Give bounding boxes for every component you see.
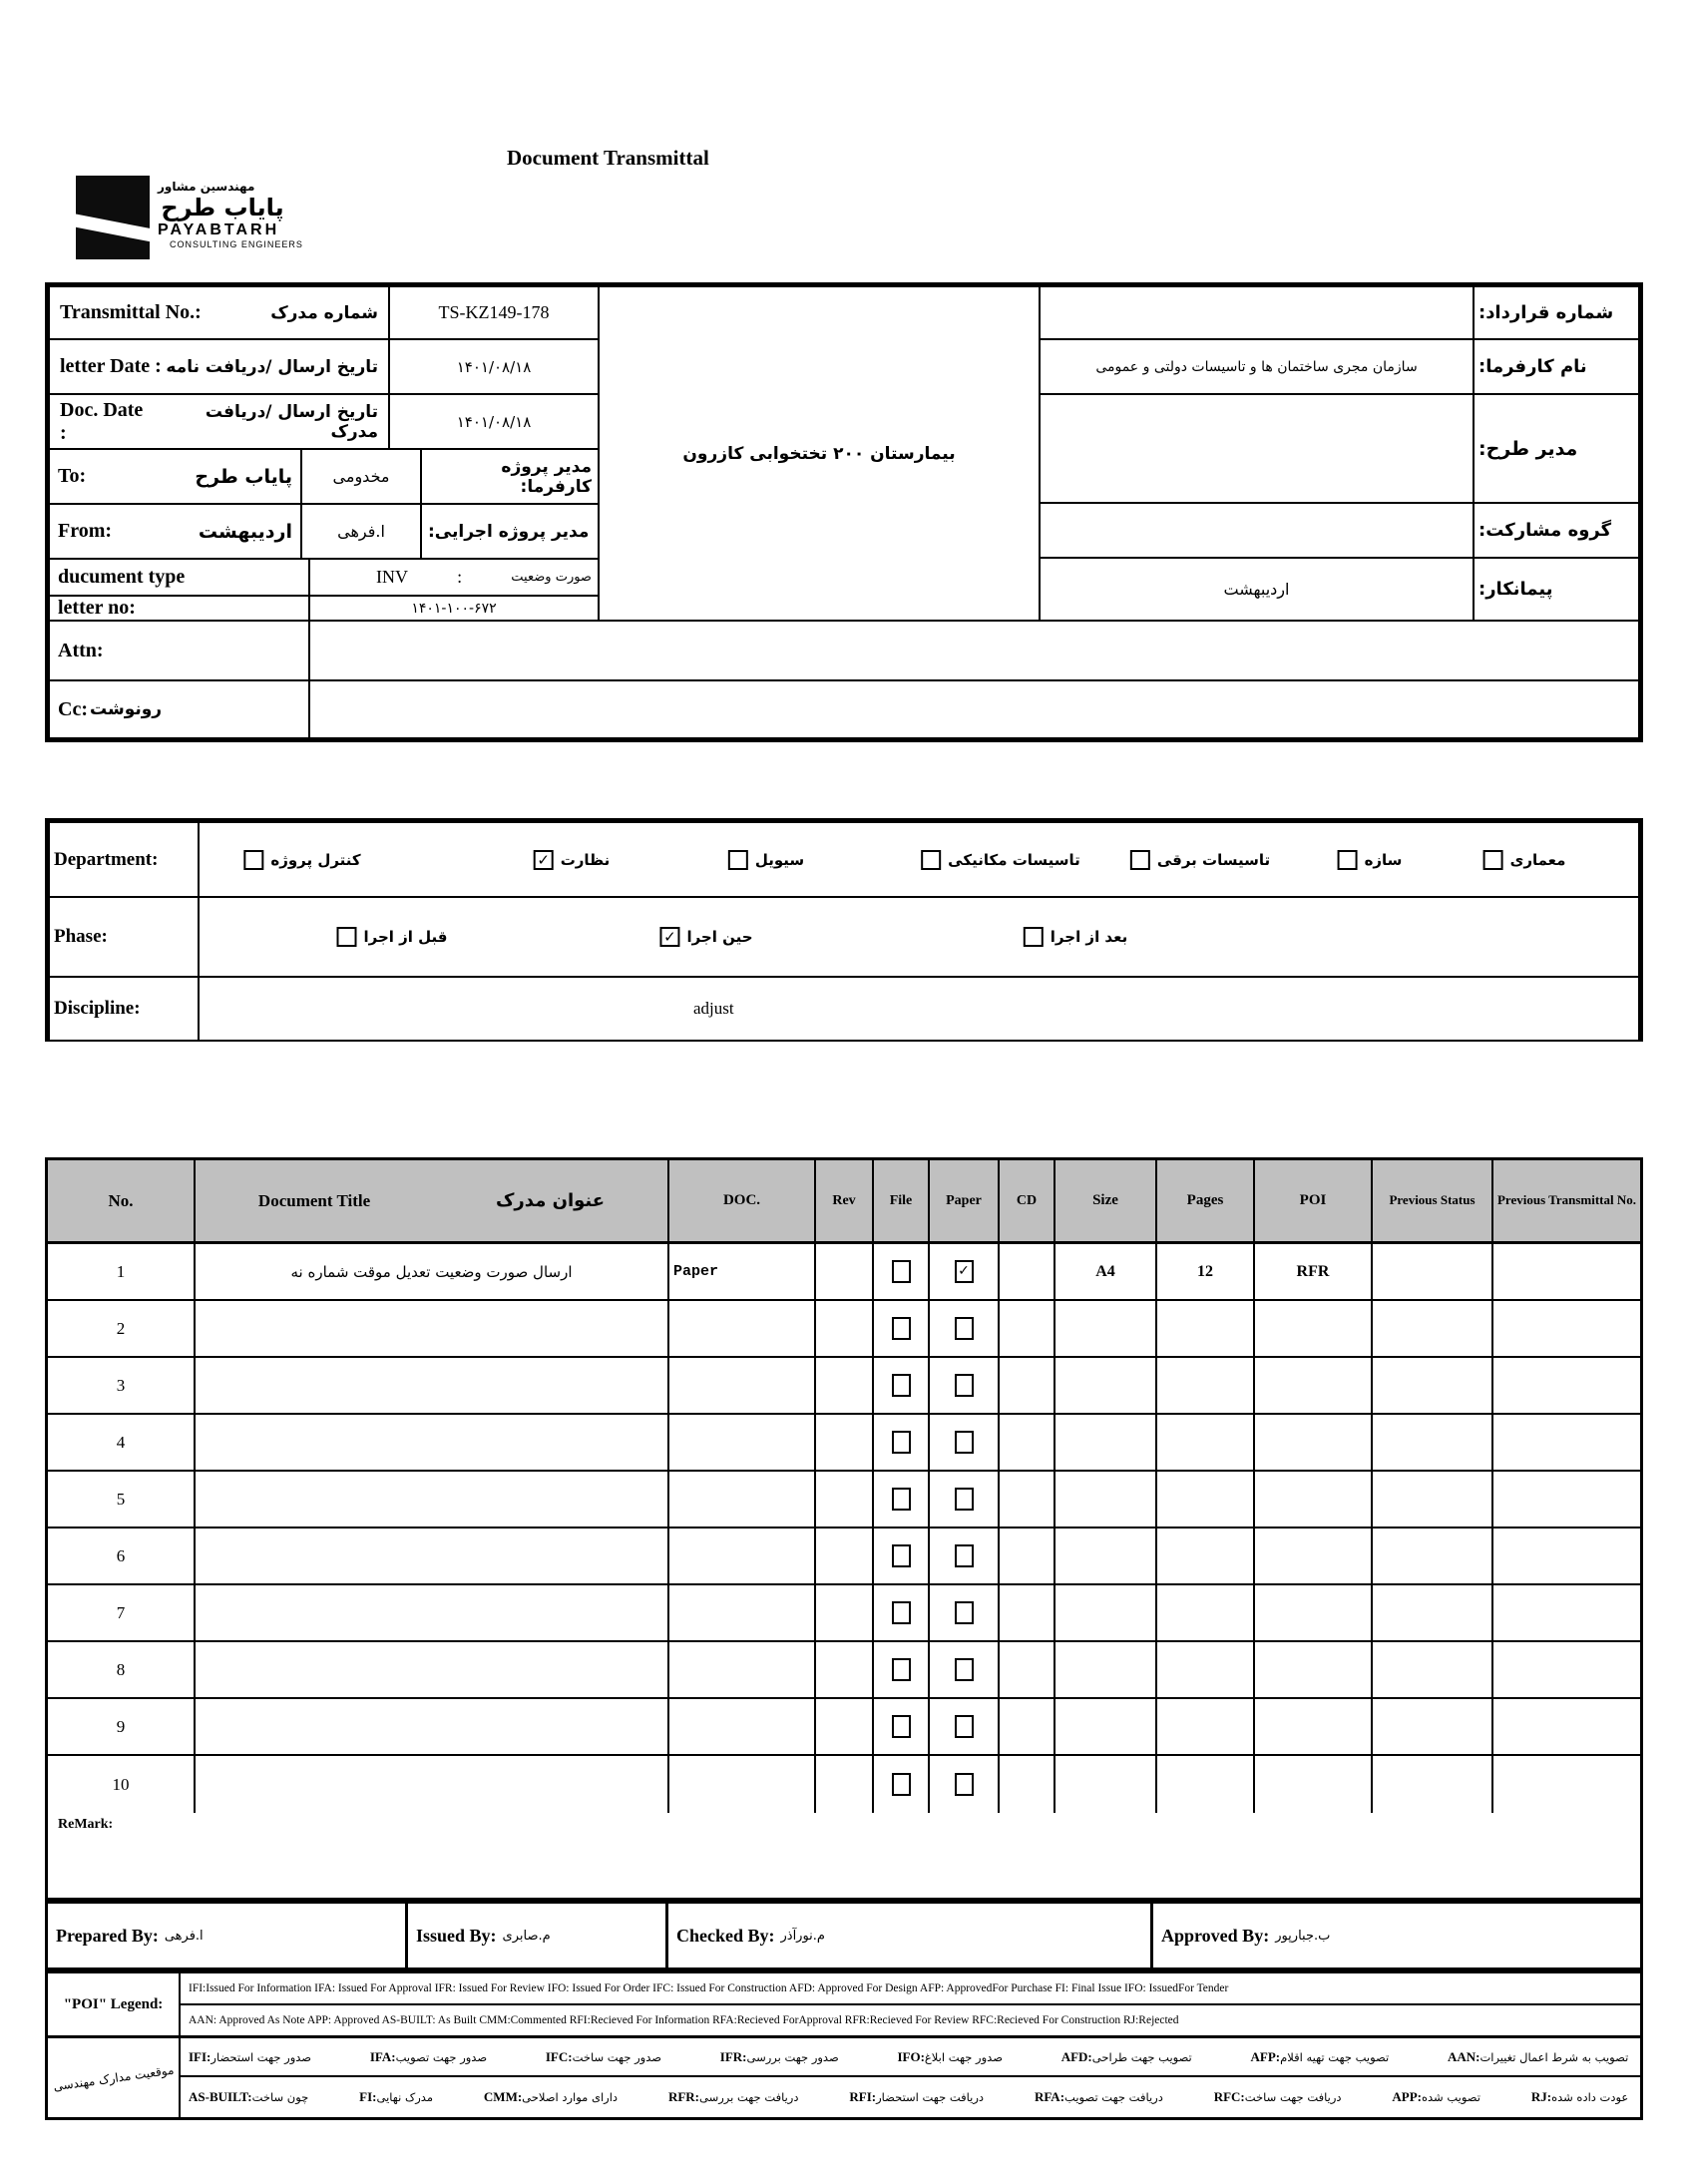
to-field: To: پایاب طرح [48,448,302,505]
phase-item-1 [337,927,448,947]
cell-doc [669,1529,816,1583]
cell-paper [930,1472,1000,1527]
cell-size [1055,1585,1157,1640]
paper-checkbox[interactable] [955,1658,974,1681]
cell-file [874,1699,930,1754]
paper-checkbox[interactable] [955,1715,974,1738]
cell-no: 1 [48,1244,196,1299]
cell-cd [1000,1358,1055,1413]
signatures-row [45,1901,1643,1970]
cell-title [196,1585,669,1640]
legend-en-line2: AAN: Approved As Note APP: Approved AS-BUILT: As Built CMM:Commented RFI:Recieved For Information RFA:Recieved ForApproval RFR:Recieved For Review RFC:Recieved For Construction RJ:Rejected [181,2005,1640,2038]
cell-file [874,1358,930,1413]
phase-item-3 [1024,927,1127,947]
cell-prev-status [1373,1244,1493,1299]
file-checkbox[interactable] [892,1658,911,1681]
phase-checkbox-1[interactable] [337,927,357,947]
legend-item-app: APP: تصویب شده [1392,2089,1484,2104]
to-role-label: مدیر پروژه کارفرما: [420,448,600,505]
department-label: Department: [48,821,200,898]
cell-file [874,1301,930,1356]
discipline-value: adjust [693,999,734,1018]
cell-rev [816,1585,874,1640]
legend-item-ifo: IFO: صدور جهت ابلاغ [897,2048,1007,2064]
cell-prev-status [1373,1585,1493,1640]
department-item-2 [534,850,611,870]
file-checkbox[interactable] [892,1773,911,1796]
cell-rev [816,1415,874,1470]
file-checkbox[interactable] [892,1260,911,1283]
cell-rev [816,1244,874,1299]
department-option-label: کنترل پروژه [270,850,361,869]
cell-pages [1157,1756,1255,1813]
document-type-value: INV : صورت وضعیت [308,558,600,597]
phase-item-2 [659,927,752,947]
cell-file [874,1415,930,1470]
cell-prev-status [1373,1415,1493,1470]
table-row [48,1756,1640,1813]
cell-doc [669,1358,816,1413]
table-row [48,1415,1640,1472]
cell-prev-status [1373,1756,1493,1813]
department-item-3 [728,850,804,870]
department-checkbox-7[interactable] [1483,850,1503,870]
cell-title [196,1358,669,1413]
document-title-text: ارسال صورت وضعیت تعدیل موقت شماره نه [290,1262,573,1281]
paper-checkbox[interactable] [955,1601,974,1624]
doc-date-label: Doc. Date : تاریخ ارسال /دریافت مدرک [48,393,390,450]
cc-label: Cc: رونوشت [48,679,310,739]
cell-rev [816,1699,874,1754]
cell-no: 2 [48,1301,196,1356]
cell-no: 5 [48,1472,196,1527]
cell-paper [930,1415,1000,1470]
cell-no: 10 [48,1756,196,1813]
legend-item-ifi: IFI: صدور جهت استحضار [189,2048,315,2064]
cell-cd [1000,1415,1055,1470]
cell-size [1055,1642,1157,1697]
legend-en-line1: IFI:Issued For Information IFA: Issued For Approval IFR: Issued For Review IFO: Issued For Order IFC: Issued For Construction AFD: Approved For Design AFP: ApprovedFor Purchase FI: Final Issue IFO: IssuedFor Tender [181,1973,1640,2005]
cell-cd [1000,1699,1055,1754]
file-checkbox[interactable] [892,1317,911,1340]
doc-date-value: ۱۴۰۱/۰۸/۱۸ [388,393,600,450]
cell-doc [669,1699,816,1754]
table-row [48,1642,1640,1699]
cell-prev-transmittal [1493,1472,1640,1527]
cell-paper [930,1358,1000,1413]
header-rev: Rev [816,1160,874,1241]
legend-item-afp: AFP: تصویب جهت تهیه اقلام [1250,2048,1393,2064]
transmittal-info-table [45,282,1643,742]
from-role-label: مدیر پروژه اجرایی: [420,503,600,560]
cell-cd [1000,1244,1055,1299]
cell-title [196,1642,669,1697]
file-checkbox[interactable] [892,1715,911,1738]
department-checkbox-6[interactable] [1338,850,1358,870]
logo-en-name: PAYABTARH [158,221,280,238]
cell-prev-status [1373,1699,1493,1754]
cell-file [874,1529,930,1583]
cell-file [874,1756,930,1813]
cell-prev-transmittal [1493,1585,1640,1640]
table-row [48,1301,1640,1358]
cell-file [874,1585,930,1640]
cell-file [874,1642,930,1697]
legend-label-column [48,1973,181,2117]
cell-prev-transmittal [1493,1529,1640,1583]
department-checkbox-2[interactable]: ✓ [534,850,554,870]
cell-size: A4 [1055,1244,1157,1299]
header-file: File [874,1160,930,1241]
cell-title [196,1301,669,1356]
cell-poi [1255,1642,1373,1697]
cell-size [1055,1415,1157,1470]
documents-table-body [48,1244,1640,1813]
file-checkbox[interactable] [892,1431,911,1454]
cell-rev [816,1756,874,1813]
discipline-value-cell [198,976,1640,1042]
cell-rev [816,1358,874,1413]
letter-no-value: ۱۴۰۱-۱۰۰-۶۷۲ [308,595,600,622]
legend-item-ifa: IFA: صدور جهت تصویب [369,2048,491,2064]
phase-checkbox-2[interactable]: ✓ [659,927,679,947]
attn-value [308,620,1640,681]
cell-size [1055,1301,1157,1356]
phase-options-row [198,896,1640,978]
cell-prev-transmittal [1493,1244,1640,1299]
legend-fa-line2 [181,2077,1640,2117]
header-pages: Pages [1157,1160,1255,1241]
phase-option-label: بعد از اجرا [1050,928,1128,946]
letter-date-value: ۱۴۰۱/۰۸/۱۸ [388,338,600,395]
cell-doc [669,1585,816,1640]
phase-label: Phase: [48,896,200,978]
cell-prev-status [1373,1642,1493,1697]
design-manager-value [1039,393,1475,504]
cell-cd [1000,1642,1055,1697]
table-row [48,1699,1640,1756]
cell-paper [930,1529,1000,1583]
cell-doc [669,1415,816,1470]
cell-size [1055,1699,1157,1754]
legend-item-afd: AFD: تصویب جهت طراحی [1060,2048,1196,2064]
client-label: نام کارفرما: [1473,338,1640,395]
department-options-row [198,821,1640,898]
phase-checkbox-3[interactable] [1024,927,1044,947]
department-option-label: سازه [1364,850,1403,869]
cell-doc [669,1301,816,1356]
prepared-by: Prepared By: ا.فرهی [48,1904,408,1967]
department-item-7 [1483,850,1566,870]
cell-rev [816,1529,874,1583]
file-checkbox[interactable] [892,1374,911,1397]
file-checkbox[interactable] [892,1544,911,1567]
department-option-label: سیویل [754,850,805,869]
cell-rev [816,1472,874,1527]
cell-poi [1255,1529,1373,1583]
cell-file [874,1472,930,1527]
approved-by: Approved By: ب.جبارپور [1161,1925,1331,1946]
paper-checkbox[interactable] [955,1544,974,1567]
client-value: سازمان مجری ساختمان ها و تاسیسات دولتی و عمومی [1039,338,1475,395]
cell-poi [1255,1472,1373,1527]
poi-legend [45,1970,1643,2120]
logo-fa-tagline: مهندسین مشاور [158,180,255,194]
header-prev-status: Previous Status [1373,1160,1493,1241]
logo-swoosh-shape [76,213,150,248]
doc-type-text: Paper [673,1263,719,1280]
cell-cd [1000,1301,1055,1356]
department-item-4 [921,850,1080,870]
page-title: Document Transmittal [507,146,709,170]
logo-text-block [158,180,327,249]
to-value: پایاب طرح [195,465,292,488]
cell-cd [1000,1585,1055,1640]
file-checkbox[interactable] [892,1601,911,1624]
to-person: مخدومی [300,448,422,505]
issued-by: Issued By: م.صابری [408,1904,668,1967]
cell-size [1055,1358,1157,1413]
legend-content-column [181,1973,1640,2117]
phase-option-label: حین اجرا [686,928,753,946]
partnership-label: گروه مشارکت: [1473,502,1640,559]
legend-item-aan: AAN: تصویب به شرط اعمال تغییرات [1447,2048,1632,2064]
cell-prev-status [1373,1472,1493,1527]
logo-en-sub: CONSULTING ENGINEERS [170,239,303,249]
cell-file [874,1244,930,1299]
cell-paper [930,1699,1000,1754]
department-item-1 [243,850,360,870]
legend-item-ifr: IFR: صدور جهت بررسی [719,2048,843,2064]
letter-date-label: letter Date : تاریخ ارسال /دریافت نامه [48,338,390,395]
header-title: Document Title عنوان مدرک [196,1160,669,1241]
cell-prev-status [1373,1358,1493,1413]
from-person: ا.فرهی [300,503,422,560]
legend-item-ifc: IFC: صدور جهت ساخت [545,2048,665,2064]
cell-poi [1255,1756,1373,1813]
classification-table [45,818,1643,1042]
department-checkbox-3[interactable] [728,850,748,870]
letter-no-label: letter no: [48,595,310,622]
cell-prev-status [1373,1301,1493,1356]
cell-doc [669,1642,816,1697]
department-option-label: نظارت [560,850,611,869]
cell-no: 6 [48,1529,196,1583]
cell-pages [1157,1529,1255,1583]
cell-pages [1157,1642,1255,1697]
legend-fa-line1 [181,2038,1640,2077]
phase-option-label: قبل از اجرا [363,928,448,946]
documents-table-header [48,1160,1640,1244]
department-item-5 [1130,850,1270,870]
legend-item-fi: FI: مدرک نهایی [359,2089,437,2104]
contractor-value: اردیبهشت [1039,557,1475,622]
cell-doc [669,1756,816,1813]
cell-no: 9 [48,1699,196,1754]
design-manager-label: مدیر طرح: [1473,393,1640,504]
file-checkbox[interactable] [892,1488,911,1511]
cell-rev [816,1642,874,1697]
table-row [48,1244,1640,1301]
cell-poi [1255,1415,1373,1470]
header-doc: DOC. [669,1160,816,1241]
cell-pages [1157,1472,1255,1527]
table-row [48,1472,1640,1529]
cell-title [196,1244,669,1299]
cell-rev [816,1301,874,1356]
cell-paper [930,1585,1000,1640]
cell-prev-transmittal [1493,1756,1640,1813]
department-item-6 [1338,850,1403,870]
cell-no: 3 [48,1358,196,1413]
from-field: From: اردیبهشت [48,503,302,560]
paper-checkbox[interactable] [955,1374,974,1397]
project-name: بیمارستان ۲۰۰ تختخوابی کازرون [598,285,1041,622]
department-checkbox-5[interactable] [1130,850,1150,870]
cell-title [196,1415,669,1470]
department-checkbox-1[interactable] [243,850,263,870]
department-option-label: تاسیسات برقی [1156,850,1271,869]
cell-paper [930,1301,1000,1356]
cell-poi [1255,1699,1373,1754]
paper-checkbox[interactable] [955,1773,974,1796]
cell-pages [1157,1699,1255,1754]
cell-prev-transmittal [1493,1699,1640,1754]
cell-paper [930,1244,1000,1299]
cell-title [196,1529,669,1583]
cell-poi [1255,1585,1373,1640]
cell-pages [1157,1358,1255,1413]
cell-paper [930,1756,1000,1813]
legend-item-rfa: RFA: دریافت جهت تصویب [1034,2089,1167,2104]
paper-checkbox[interactable]: ✓ [955,1260,974,1283]
cell-size [1055,1529,1157,1583]
document-type-label: ducument type [48,558,310,597]
cell-cd [1000,1472,1055,1527]
header-paper: Paper [930,1160,1000,1241]
cell-no: 7 [48,1585,196,1640]
cell-cd [1000,1529,1055,1583]
legend-item-cmm: CMM: دارای موارد اصلاحی [483,2089,622,2104]
legend-item-as-built: AS-BUILT: چون ساخت [189,2089,312,2104]
documents-table [45,1157,1643,1901]
contract-no-label: شماره قرارداد: [1473,285,1640,340]
cell-size [1055,1472,1157,1527]
remark-cell: ReMark: [58,1817,114,1832]
department-checkbox-4[interactable] [921,850,941,870]
paper-checkbox[interactable] [955,1317,974,1340]
cell-doc [669,1472,816,1527]
cell-title [196,1472,669,1527]
cell-pages: 12 [1157,1244,1255,1299]
cell-pages [1157,1415,1255,1470]
transmittal-no-label: Transmittal No.: شماره مدرک [48,285,390,340]
attn-label: Attn: [48,620,310,681]
transmittal-no-value: TS-KZ149-178 [388,285,600,340]
checked-by: Checked By: م.نورآذر [668,1904,1153,1967]
legend-item-rfr: RFR: دریافت جهت بررسی [667,2089,803,2104]
logo-fa-name: پایاب طرح [161,194,284,221]
cell-prev-transmittal [1493,1358,1640,1413]
cell-prev-transmittal [1493,1301,1640,1356]
partnership-value [1039,502,1475,559]
cell-doc [669,1244,816,1299]
department-option-label: تاسیسات مکانیکی [948,850,1080,869]
legend-item-rj: RJ: عودت داده شده [1530,2089,1632,2104]
contractor-label: پیمانکار: [1473,557,1640,622]
cell-no: 8 [48,1642,196,1697]
cc-value [308,679,1640,739]
cell-cd [1000,1756,1055,1813]
table-row [48,1358,1640,1415]
cell-pages [1157,1301,1255,1356]
cell-prev-transmittal [1493,1415,1640,1470]
header-prev-transmittal: Previous Transmittal No. [1496,1192,1637,1208]
table-row [48,1529,1640,1585]
legend-item-rfi: RFI: دریافت جهت استحضار [849,2089,988,2104]
table-row [48,1585,1640,1642]
cell-poi [1255,1301,1373,1356]
header-size: Size [1055,1160,1157,1241]
from-value: اردیبهشت [198,520,292,543]
header-no: No. [48,1160,196,1241]
paper-checkbox[interactable] [955,1431,974,1454]
header-cd: CD [1000,1160,1055,1241]
poi-legend-label: "POI" Legend: [48,1973,179,2038]
cell-title [196,1756,669,1813]
paper-checkbox[interactable] [955,1488,974,1511]
header-poi: POI [1255,1160,1373,1241]
cell-no: 4 [48,1415,196,1470]
cell-paper [930,1642,1000,1697]
cell-title [196,1699,669,1754]
fa-legend-label: موقعیت مدارک مهندسی [52,2062,175,2093]
legend-item-rfc: RFC: دریافت جهت ساخت [1213,2089,1346,2104]
cell-prev-transmittal [1493,1642,1640,1697]
contract-no-value [1039,285,1475,340]
cell-pages [1157,1585,1255,1640]
payabtarh-logo-icon [76,176,150,259]
department-option-label: معماری [1509,850,1566,869]
cell-size [1055,1756,1157,1813]
discipline-label: Discipline: [48,976,200,1042]
cell-prev-status [1373,1529,1493,1583]
cell-poi: RFR [1255,1244,1373,1299]
cell-poi [1255,1358,1373,1413]
